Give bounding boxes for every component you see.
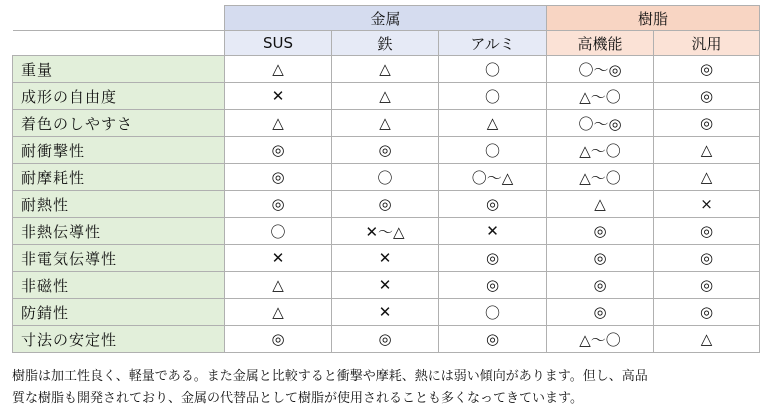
rating-cell: △ (547, 191, 654, 218)
rating-cell: ◎ (225, 137, 332, 164)
table-row (13, 110, 760, 137)
rating-cell: △～〇 (547, 83, 654, 110)
table-row (13, 245, 760, 272)
rating-cell: ✕ (439, 218, 547, 245)
row-label: 重量 (13, 56, 225, 83)
row-label: 非熱伝導性 (13, 218, 225, 245)
rating-cell: × (654, 191, 760, 218)
rating-cell: ◎ (654, 56, 760, 83)
column-header-row (13, 31, 760, 56)
column-header-high-performance: 高機能 (547, 31, 654, 56)
rating-cell: △ (225, 56, 332, 83)
rating-cell: 〇 (332, 164, 439, 191)
row-label: 耐熱性 (13, 191, 225, 218)
rating-cell: ◎ (439, 245, 547, 272)
rating-cell: △～〇 (547, 137, 654, 164)
rating-cell: ◎ (439, 191, 547, 218)
rating-cell: △～〇 (547, 164, 654, 191)
rating-cell: △ (332, 83, 439, 110)
rating-cell: ◎ (439, 272, 547, 299)
rating-cell: ◎ (547, 245, 654, 272)
rating-cell: 〇 (225, 218, 332, 245)
rating-cell: △ (225, 272, 332, 299)
rating-cell: ◎ (654, 272, 760, 299)
table-body (13, 56, 760, 353)
row-label: 成形の自由度 (13, 83, 225, 110)
rating-cell: ◎ (547, 218, 654, 245)
rating-cell: ✕ (332, 299, 439, 326)
row-label: 耐摩耗性 (13, 164, 225, 191)
rating-cell: ◎ (332, 137, 439, 164)
rating-cell: ◎ (654, 218, 760, 245)
table-row (13, 218, 760, 245)
table-row (13, 326, 760, 353)
table-row (13, 299, 760, 326)
rating-cell: 〇 (439, 299, 547, 326)
corner-cell (13, 6, 225, 31)
rating-cell: ◎ (654, 83, 760, 110)
rating-cell: ◎ (225, 164, 332, 191)
rating-cell: △ (332, 110, 439, 137)
rating-cell: 〇 (439, 56, 547, 83)
column-header-iron: 鉄 (332, 31, 439, 56)
table-row (13, 191, 760, 218)
rating-cell: △ (654, 326, 760, 353)
rating-cell: 〇 (439, 83, 547, 110)
rating-cell: ◎ (332, 326, 439, 353)
rating-cell: ✕ (332, 245, 439, 272)
rating-cell: ◎ (439, 326, 547, 353)
table-row (13, 137, 760, 164)
resin-group-header: 樹脂 (547, 6, 760, 31)
rating-cell: ◎ (225, 326, 332, 353)
rating-cell: △ (439, 110, 547, 137)
rating-cell: 〇～△ (439, 164, 547, 191)
rating-cell: ◎ (547, 272, 654, 299)
table-row (13, 272, 760, 299)
rating-cell: ✕ (225, 245, 332, 272)
rating-cell: ◎ (654, 110, 760, 137)
rating-cell: ◎ (654, 299, 760, 326)
rating-cell: △ (225, 299, 332, 326)
row-label: 非磁性 (13, 272, 225, 299)
note-line-1: 樹脂は加工性良く、軽量である。また金属と比較すると衝撃や摩耗、熱には弱い傾向があります。但し、高品 (12, 369, 648, 384)
rating-cell: 〇 (439, 137, 547, 164)
table-row (13, 164, 760, 191)
rating-cell: △ (654, 164, 760, 191)
metal-group-header: 金属 (225, 6, 547, 31)
note-line-2: 質な樹脂も開発されており、金属の代替品として樹脂が使用されることも多くなってきています。 (12, 391, 583, 406)
explanatory-note (12, 366, 758, 410)
row-label: 耐衝撃性 (13, 137, 225, 164)
column-header-aluminum: アルミ (439, 31, 547, 56)
rating-cell: ◎ (332, 191, 439, 218)
table-row (13, 56, 760, 83)
rating-cell: 〇～◎ (547, 56, 654, 83)
rating-cell: ◎ (654, 245, 760, 272)
column-header-sus: SUS (225, 31, 332, 56)
rating-cell: ✕～△ (332, 218, 439, 245)
rating-cell: ◎ (547, 299, 654, 326)
rating-cell: △ (332, 56, 439, 83)
corner-cell-lower (13, 31, 225, 56)
group-header-row (13, 6, 760, 31)
row-label: 防錆性 (13, 299, 225, 326)
rating-cell: △ (654, 137, 760, 164)
rating-cell: ✕ (225, 83, 332, 110)
row-label: 寸法の安定性 (13, 326, 225, 353)
rating-cell: △ (225, 110, 332, 137)
table-row (13, 83, 760, 110)
row-label: 着色のしやすさ (13, 110, 225, 137)
rating-cell: ✕ (332, 272, 439, 299)
rating-cell: 〇～◎ (547, 110, 654, 137)
rating-cell: ◎ (225, 191, 332, 218)
comparison-table (12, 5, 760, 353)
rating-cell: △～〇 (547, 326, 654, 353)
row-label: 非電気伝導性 (13, 245, 225, 272)
column-header-general-purpose: 汎用 (654, 31, 760, 56)
